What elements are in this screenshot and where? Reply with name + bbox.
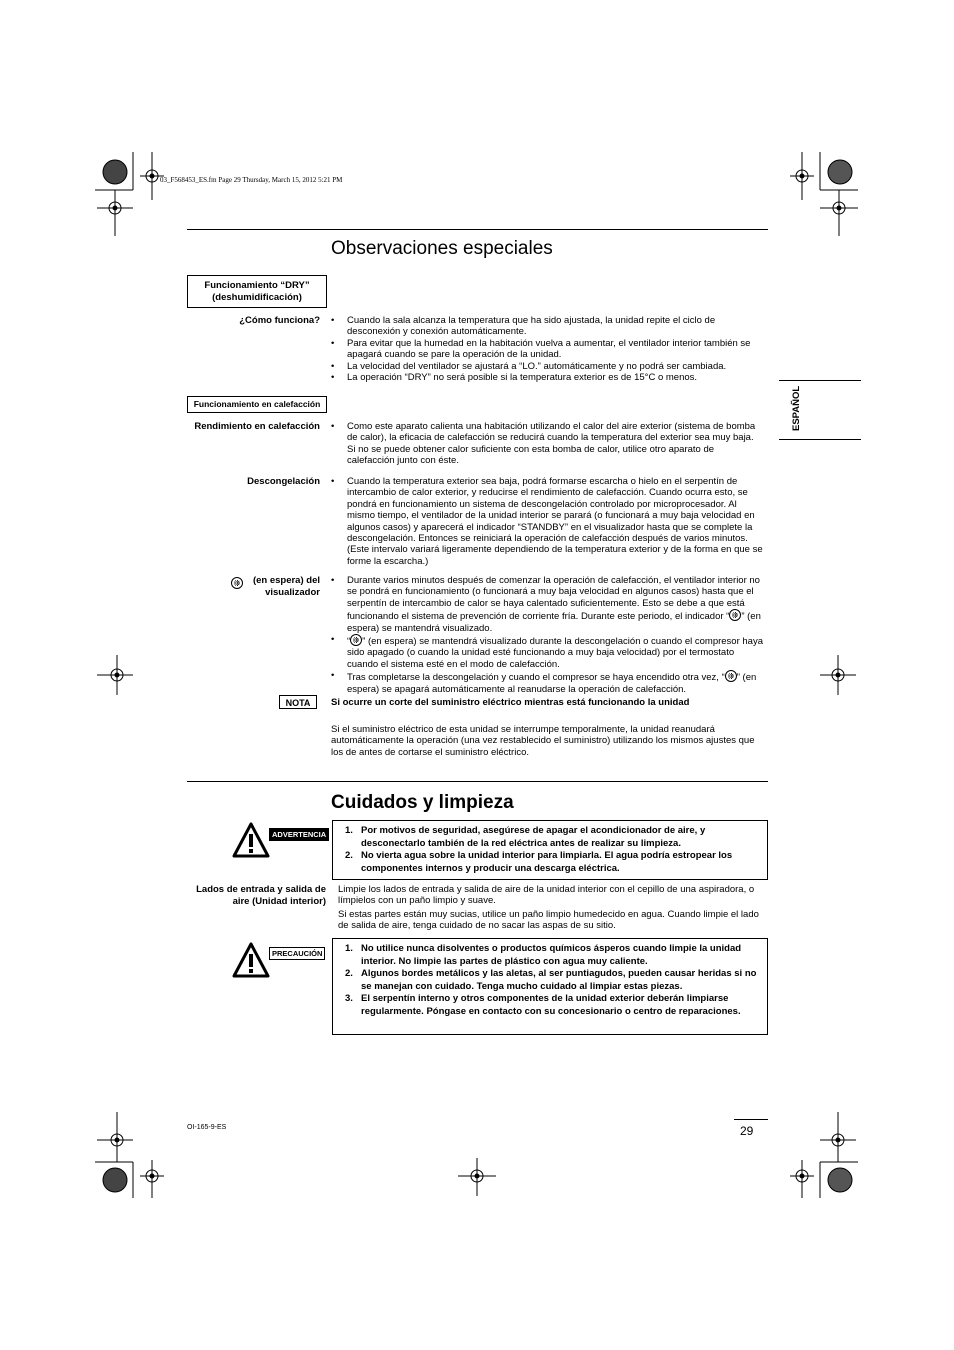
standby-icon [725,670,737,682]
list-item: • Como este aparato calienta una habitación utilizando el calor del aire exterior (sistema de bomba de calor), la eficacia de calefacción se reducirá cuando la temperatura del exterior sea muy baja. Si no se puede obtener calor suficiente con esta bomba de calor, utilice otro aparato de calefacción junto con éste. [331,421,763,467]
standby-label: (en espera) del visualizador [252,575,320,598]
rendimiento-label: Rendimiento en calefacción [194,421,320,432]
section-rule-middle [187,781,768,782]
list-item: • La operación “DRY” no será posible si la temperatura exterior es de 15°C o menos. [331,372,763,383]
caution-tag: PRECAUCIÓN [269,947,325,960]
dry-mode-box: Funcionamiento “DRY” (deshumidificación) [187,275,327,308]
nota-title: Si ocurre un corte del suministro eléctrico mientras está funcionando la unidad [331,697,690,708]
nota-badge: NOTA [279,695,317,709]
lados-paragraph-2: Si estas partes están muy sucias, utilice un paño limpio humedecido en agua. Cuando limpie el lado de salida de aire, tenga cuidado de no sacar las aspas de su sitio. [338,909,759,932]
language-side-tab: ESPAÑOL [779,380,861,440]
lados-paragraph-1: Limpie los lados de entrada y salida de aire de la unidad interior con el cepillo de una aspiradora, o límpielos con un paño limpio y suave. [338,884,755,907]
list-item: 3. El serpentín interno y otros componentes de la unidad exterior deberán limpiarse regularmente. Póngase en contacto con su concesionario o centro de reparaciones. [345,993,741,1017]
list-item: • “ ” (en espera) se mantendrá visualizado durante la descongelación o cuando el compresor haya sido apagado (o cuando la unidad esté funcionando a muy baja velocidad) por el termostato cuando el sistema esté en el modo de calefacción. [331,634,763,670]
standby-icon [729,609,741,621]
document-id: OI-165-9-ES [187,1124,227,1131]
como-funciona-label: ¿Cómo funciona? [239,315,320,326]
warning-tag: ADVERTENCIA [269,828,329,841]
list-item: 1. No utilice nunca disolventes o productos químicos ásperos cuando limpie la unidad interior. No limpie las partes de plástico con agua muy caliente. [345,943,742,967]
descongelacion-label: Descongelación [247,476,320,487]
rendimiento-list [331,421,763,467]
list-item: • Cuando la sala alcanza la temperatura que ha sido ajustada, la unidad repite el ciclo de desconexión y conexión automáticamente. [331,315,763,338]
list-item: • Tras completarse la descongelación y cuando el compresor se haya encendido otra vez, “ ” (en espera) se apagará automáticamente al reanudarse la operación de calefacción. [331,670,763,695]
standby-icon [231,574,243,592]
como-funciona-list [331,315,763,383]
section-rule-top [187,229,768,230]
standby-list [331,575,763,695]
page-number: 29 [740,1124,754,1138]
section-title-cuidados: Cuidados y limpieza [331,792,514,813]
caution-box [332,938,768,1035]
list-item: • Durante varios minutos después de comenzar la operación de calefacción, el ventilador interior no se pondrá en funcionamiento (o funcionará a muy baja velocidad en algunos casos) hasta que el serpentín de intercambio de calor se haya calentado suficientemente. Esto se debe a que está funcionando el sistema de prevención de corriente fría. Durante este periodo, el indicador “ ” (en espera) se mantendrá visualizado. [331,575,763,634]
list-item: • La velocidad del ventilador se ajustará a “LO.” automáticamente y no podrá ser cambiada. [331,361,763,372]
list-item: 2. Algunos bordes metálicos y las aletas, al ser puntiagudos, pueden causar heridas si no se manejan con cuidado. Tenga mucho cuidado al limpiar estas piezas. [345,968,757,992]
page-number-rule [734,1119,768,1120]
warning-box [332,820,768,880]
descongelacion-list [331,476,763,567]
nota-text: Si el suministro eléctrico de esta unidad se interrumpe temporalmente, la unidad reanudará automáticamente la operación (una vez restablecido el suministro) utilizando los mismos ajustes que los de antes de cortarse el suministro eléctrico. [331,724,755,758]
list-item: 2. No vierta agua sobre la unidad interior para limpiarla. El agua podría estropear los componentes internos y producir una descarga eléctrica. [345,850,733,874]
warning-triangle-icon [232,822,270,858]
section-title-observaciones: Observaciones especiales [331,238,553,259]
caution-triangle-icon [232,942,270,978]
standby-icon [350,634,362,646]
list-item: • Cuando la temperatura exterior sea baja, podrá formarse escarcha o hielo en el serpentín de intercambio de calor exterior, y reducirse el rendimiento de calefacción. Cuando ocurra esto, se pondrá en funcionamiento un sistema de descongelación controlado por microprocesador. Al mismo tiempo, el ventilador de la unidad interior se parará (o funcionará a muy baja velocidad en algunos casos) y aparecerá el indicador “STANDBY” en el visualizador hasta que se complete la descongelación. Entonces se reiniciará la operación de calefacción después de varios minutos. (Este intervalo variará ligeramente dependiendo de la temperatura exterior y de la forma en que se forme la escarcha.) [331,476,763,567]
list-item: • Para evitar que la humedad en la habitación vuelva a aumentar, el ventilador interior también se apagará cuando se pare la operación de la unidad. [331,338,763,361]
lados-label: Lados de entrada y salida de aire (Unidad interior) [196,884,326,907]
list-item: 1. Por motivos de seguridad, asegúrese de apagar el acondicionador de aire, y desconectarlo también de la red eléctrica antes de realizar su limpieza. [345,825,706,849]
heating-mode-box: Funcionamiento en calefacción [187,396,327,413]
print-header-meta: 03_F568453_ES.fm Page 29 Thursday, March 15, 2012 5:21 PM [160,176,343,184]
